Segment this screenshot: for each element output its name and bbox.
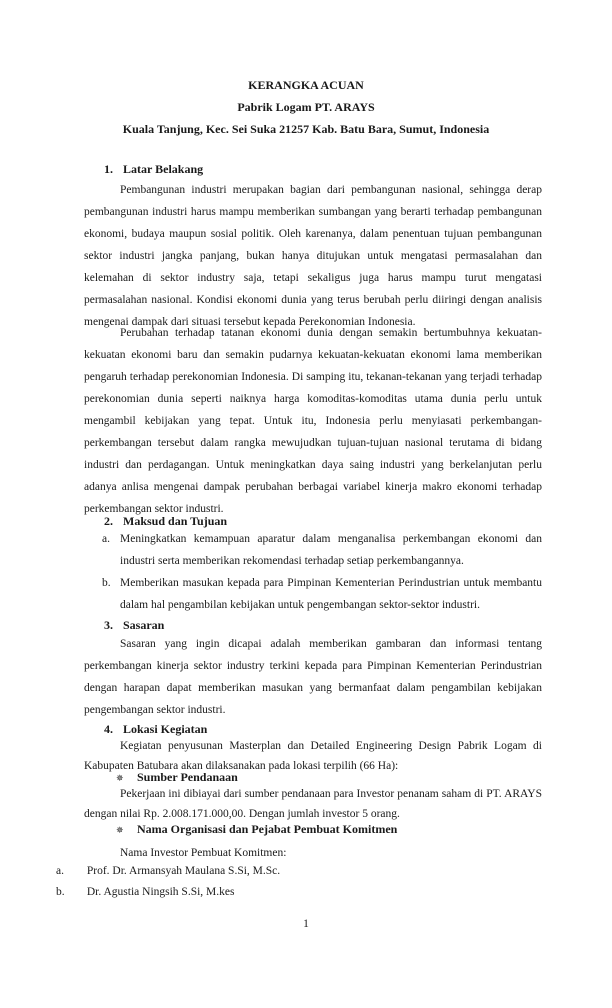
company-name: Pabrik Logam PT. ARAYS: [237, 100, 375, 114]
section-body-latar-belakang-2: [84, 322, 542, 520]
bullet-title: Nama Organisasi dan Pejabat Pembuat Komitmen: [137, 822, 398, 836]
section-title: Lokasi Kegiatan: [123, 722, 208, 736]
section-heading-maksud-tujuan: [104, 514, 227, 529]
paragraph: Pekerjaan ini dibiayai dari sumber pendanaan para Investor penanam saham di PT. ARAYS dengan nilai Rp. 2.008.171.000,00. Dengan jumlah investor 5 orang.: [84, 788, 542, 820]
list-marker: a.: [102, 533, 110, 545]
section-heading-latar-belakang: [104, 162, 203, 177]
list-marker: b.: [102, 577, 111, 589]
section-number: 3.: [104, 618, 113, 632]
signatory-name: Prof. Dr. Armansyah Maulana S.Si, M.Sc.: [86, 865, 281, 877]
section-number: 2.: [104, 514, 113, 528]
paragraph: Nama Investor Pembuat Komitmen:: [120, 847, 287, 859]
list-item-text: Memberikan masukan kepada para Pimpinan Kementerian Perindustrian untuk membantu dalam hal pengambilan kebijakan untuk pengembangan sektor-sektor industri.: [120, 577, 542, 611]
list-item: [84, 528, 542, 572]
section-number: 1.: [104, 162, 113, 176]
paragraph: Kegiatan penyusunan Masterplan dan Detailed Engineering Design Pabrik Logam di Kabupaten Batubara akan dilaksanakan pada lokasi terpilih (66 Ha):: [84, 740, 542, 772]
section-title: Sasaran: [123, 618, 165, 632]
page-number: 1: [303, 918, 309, 930]
signatory-item: [56, 865, 280, 877]
section-title: Maksud dan Tujuan: [123, 514, 228, 528]
bullet-star-icon: ✵: [116, 773, 124, 783]
paragraph: Sasaran yang ingin dicapai adalah memberikan gambaran dan informasi tentang perkembangan kinerja sektor industry terkini kepada para Pimpinan Kementerian Perindustrian dengan harapan dapat memberikan masukan yang bermanfaat dalam pengambilan kebijakan pengembangan sektor industri.: [84, 638, 542, 716]
list-item-text: Meningkatkan kemampuan aparatur dalam menganalisa perkembangan ekonomi dan industri serta memberikan rekomendasi terhadap setiap perkembangannya.: [120, 533, 542, 567]
objectives-list: [84, 528, 542, 616]
organization-intro: [120, 842, 540, 864]
company-address: Kuala Tanjung, Kec. Sei Suka 21257 Kab. Batu Bara, Sumut, Indonesia: [122, 122, 490, 136]
list-marker: a.: [56, 865, 64, 877]
section-body-sasaran: [84, 633, 542, 721]
section-number: 4.: [104, 722, 113, 736]
section-heading-sasaran: [104, 618, 164, 633]
bullet-star-icon: ✵: [116, 825, 124, 835]
paragraph: Pembangunan industri merupakan bagian dari pembangunan nasional, sehingga derap pembangunan industri harus mampu memberikan sumbangan yang berarti terhadap pembangunan ekonomi, budaya maupun sosial politik. Oleh karenanya, dalam penentuan tujuan pembangunan sektor industri jangka panjang, bukan hanya ditujukan untuk mengatasi permasalahan dan kelemahan di sektor industry saja, tetapi sekaligus juga harus mampu turut mengatasi permasalahan nasional. Kondisi ekonomi dunia yang terus berubah perlu diiringi dengan analisis mengenai dampak dari situasi tersebut kepada Perekonomian Indonesia.: [84, 184, 542, 328]
list-item: [84, 572, 542, 616]
funding-body: [84, 784, 542, 824]
section-title: Latar Belakang: [123, 162, 204, 176]
bullet-title: Sumber Pendanaan: [137, 770, 238, 784]
signatory-name: Dr. Agustia Ningsih S.Si, M.kes: [86, 886, 235, 898]
bullet-heading-funding: [116, 770, 238, 785]
section-body-latar-belakang: [84, 179, 542, 333]
bullet-heading-organization: [116, 822, 397, 837]
signatory-item: [56, 886, 234, 898]
paragraph: Perubahan terhadap tatanan ekonomi dunia dengan semakin bertumbuhnya kekuatan-kekuatan ekonomi baru dan semakin pudarnya kekuatan-kekuatan ekonomi lama memberikan pengaruh terhadap perekonomian Indonesia. Di samping itu, tekanan-tekanan yang terjadi terhadap perekonomian dunia seperti naiknya harga komoditas-komoditas utama dunia perlu untuk mengambil kebijakan yang tepat. Untuk itu, Indonesia perlu menyiasati perkembangan-perkembangan tersebut dalam rangka mewujudkan tujuan-tujuan nasional terutama di bidang industri dan perdagangan. Untuk meningkatkan daya saing industri yang berkelanjutan perlu adanya anlisa mengenai dampak perubahan berbagai variabel kinerja makro ekonomi terhadap perkembangan sektor industri.: [84, 327, 542, 515]
document-title: KERANGKA ACUAN: [248, 78, 364, 92]
section-heading-lokasi: [104, 722, 207, 737]
list-marker: b.: [56, 886, 65, 898]
